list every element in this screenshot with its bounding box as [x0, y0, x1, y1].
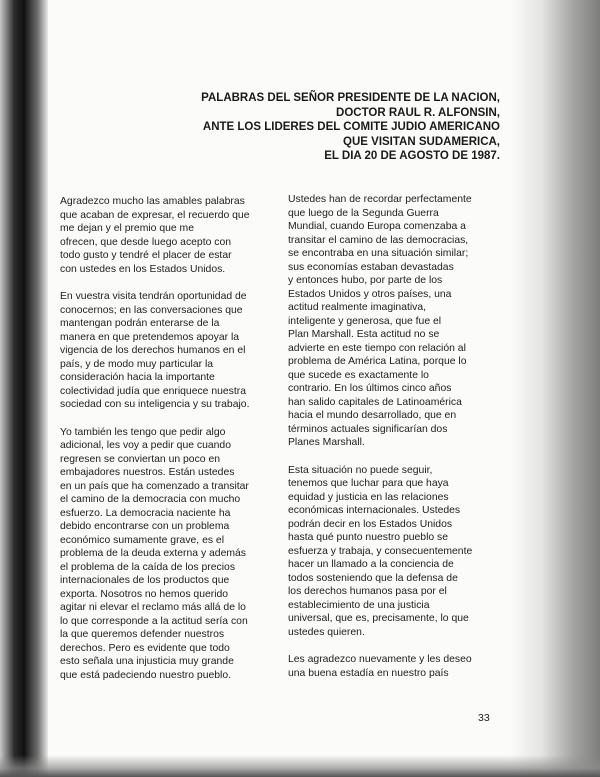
text-line: ustedes quieren.	[288, 626, 365, 638]
text-line: en un país que ha comenzado a transitar	[60, 480, 249, 492]
paragraph	[60, 290, 282, 412]
text-line: se encontraba en una situación similar;	[288, 248, 469, 259]
text-line: una buena estadía en nuestro país	[288, 667, 449, 679]
right-text-column	[288, 193, 500, 694]
text-line: económico sumamente grave, es el	[60, 534, 225, 546]
paragraph	[288, 464, 500, 640]
text-line: actitud realmente imaginativa,	[288, 302, 427, 313]
text-line: consideración hacia la importante	[60, 372, 215, 383]
text-line: contrario. En los últimos cinco años	[288, 383, 452, 394]
text-line: colectividad judía que enriquece nuestra	[60, 385, 247, 397]
text-line: esfuerzo. La democracia naciente ha	[60, 507, 231, 519]
text-line: los derechos humanos pasa por el	[288, 586, 447, 597]
text-line: equidad y justicia en las relaciones	[288, 491, 449, 503]
text-line: el problema de la caída de los precios	[60, 561, 236, 573]
text-line: internacionales de los productos que	[60, 575, 230, 586]
text-line: problema de la deuda externa y además	[60, 548, 246, 559]
page-number: 33	[478, 712, 490, 724]
text-line: esfuerza y trabaja, y consecuentemente	[288, 545, 473, 557]
text-line: la que queremos defender nuestros	[60, 629, 225, 640]
text-line: Les agradezco nuevamente y les deseo	[288, 654, 472, 665]
text-line: problema de América Latina, porque lo	[288, 356, 467, 367]
text-line: transitar el camino de las democracias,	[288, 234, 469, 246]
text-line: Mundial, cuando Europa comenzaba a	[288, 221, 466, 232]
text-line: han salido capitales de Latinoamérica	[288, 396, 462, 408]
paragraph	[60, 426, 282, 683]
text-line: hacer un llamado a la conciencia de	[288, 559, 454, 570]
text-line: que acaban de expresar, el recuerdo que	[60, 209, 250, 221]
text-line: términos actuales significarían dos	[288, 423, 448, 435]
text-line: conocernos; en las conversaciones que	[60, 304, 243, 316]
text-line: debido encontrarse con un problema	[60, 521, 230, 532]
text-line: vigencia de los derechos humanos en el	[60, 345, 246, 356]
text-line: hacia el mundo desarrollado, que en	[288, 410, 457, 421]
text-line: Planes Marshall.	[288, 437, 365, 448]
text-line: manera en que pretendemos apoyar la	[60, 331, 240, 343]
text-line: todo gusto y tendré el placer de estar	[60, 250, 232, 261]
text-line: establecimiento de una justicia	[288, 599, 430, 611]
text-line: que sucede es exactamente lo	[288, 369, 429, 381]
text-line: Esta situación no puede seguir,	[288, 464, 433, 476]
text-line: exporta. Nosotros no hemos querido	[60, 588, 229, 600]
text-line: con ustedes en los Estados Unidos.	[60, 263, 226, 275]
text-line: hasta qué punto nuestro pueblo se	[288, 532, 449, 543]
text-line: y entonces hubo, por parte de los	[288, 275, 443, 286]
paragraph	[60, 195, 282, 276]
text-line: país, y de modo muy particular la	[60, 358, 214, 370]
text-line: mantengan podrán enterarse de la	[60, 318, 220, 329]
text-line: regresen se conviertan un poco en	[60, 453, 221, 465]
text-line: En vuestra visita tendrán oportunidad de	[60, 291, 247, 302]
heading-line: PALABRAS DEL SEÑOR PRESIDENTE DE LA NACION,	[201, 92, 500, 104]
text-line: Plan Marshall. Esta actitud no se	[288, 329, 440, 340]
scan-shadow-left	[0, 0, 48, 777]
text-line: sus economías estaban devastadas	[288, 261, 454, 273]
text-line: lo que corresponde a la actitud sería con	[60, 615, 248, 627]
text-line: adicional, les voy a pedir que cuando	[60, 440, 231, 451]
text-line: Yo también les tengo que pedir algo	[60, 426, 226, 438]
text-line: tenemos que luchar para que haya	[288, 478, 449, 489]
text-line: me dejan y el premio que me	[60, 223, 194, 234]
text-line: inteligente y generosa, que fue el	[288, 315, 442, 327]
text-line: agitar ni elevar el reclamo más allá de lo	[60, 602, 246, 613]
text-line: económicas internacionales. Ustedes	[288, 505, 461, 516]
text-line: que está padeciendo nuestro pueblo.	[60, 669, 232, 681]
text-line: sociedad con su inteligencia y su trabajo.	[60, 399, 250, 410]
text-line: todos sosteniendo que la defensa de	[288, 572, 458, 584]
speech-heading	[170, 91, 500, 164]
text-line: podrán decir en los Estados Unidos	[288, 518, 453, 530]
heading-line: ANTE LOS LIDERES DEL COMITE JUDIO AMERICANO	[202, 121, 500, 133]
text-line: embajadores nuestros. Están ustedes	[60, 467, 235, 478]
text-line: esto señala una injusticia muy grande	[60, 656, 234, 667]
text-line: derechos. Pero es evidente que todo	[60, 642, 230, 654]
text-line: el camino de la democracia con mucho	[60, 494, 241, 505]
text-line: advierte en este tiempo con relación al	[288, 342, 466, 354]
scan-shadow-bottom	[0, 755, 600, 777]
heading-line: EL DIA 20 DE AGOSTO DE 1987.	[324, 150, 500, 162]
heading-line: QUE VISITAN SUDAMERICA,	[343, 135, 500, 148]
text-line: Agradezco mucho las amables palabras	[60, 196, 245, 207]
text-line: que luego de la Segunda Guerra	[288, 207, 439, 219]
left-text-column	[60, 195, 282, 696]
text-line: ofrecen, que desde luego acepto con	[60, 236, 231, 248]
scan-shadow-right	[510, 0, 600, 777]
text-line: universal, que es, precisamente, lo que	[288, 613, 469, 624]
paragraph	[288, 653, 500, 680]
text-line: Estados Unidos y otros países, una	[288, 288, 452, 300]
heading-line: DOCTOR RAUL R. ALFONSIN,	[336, 106, 500, 119]
paragraph	[288, 193, 500, 450]
text-line: Ustedes han de recordar perfectamente	[288, 194, 472, 205]
